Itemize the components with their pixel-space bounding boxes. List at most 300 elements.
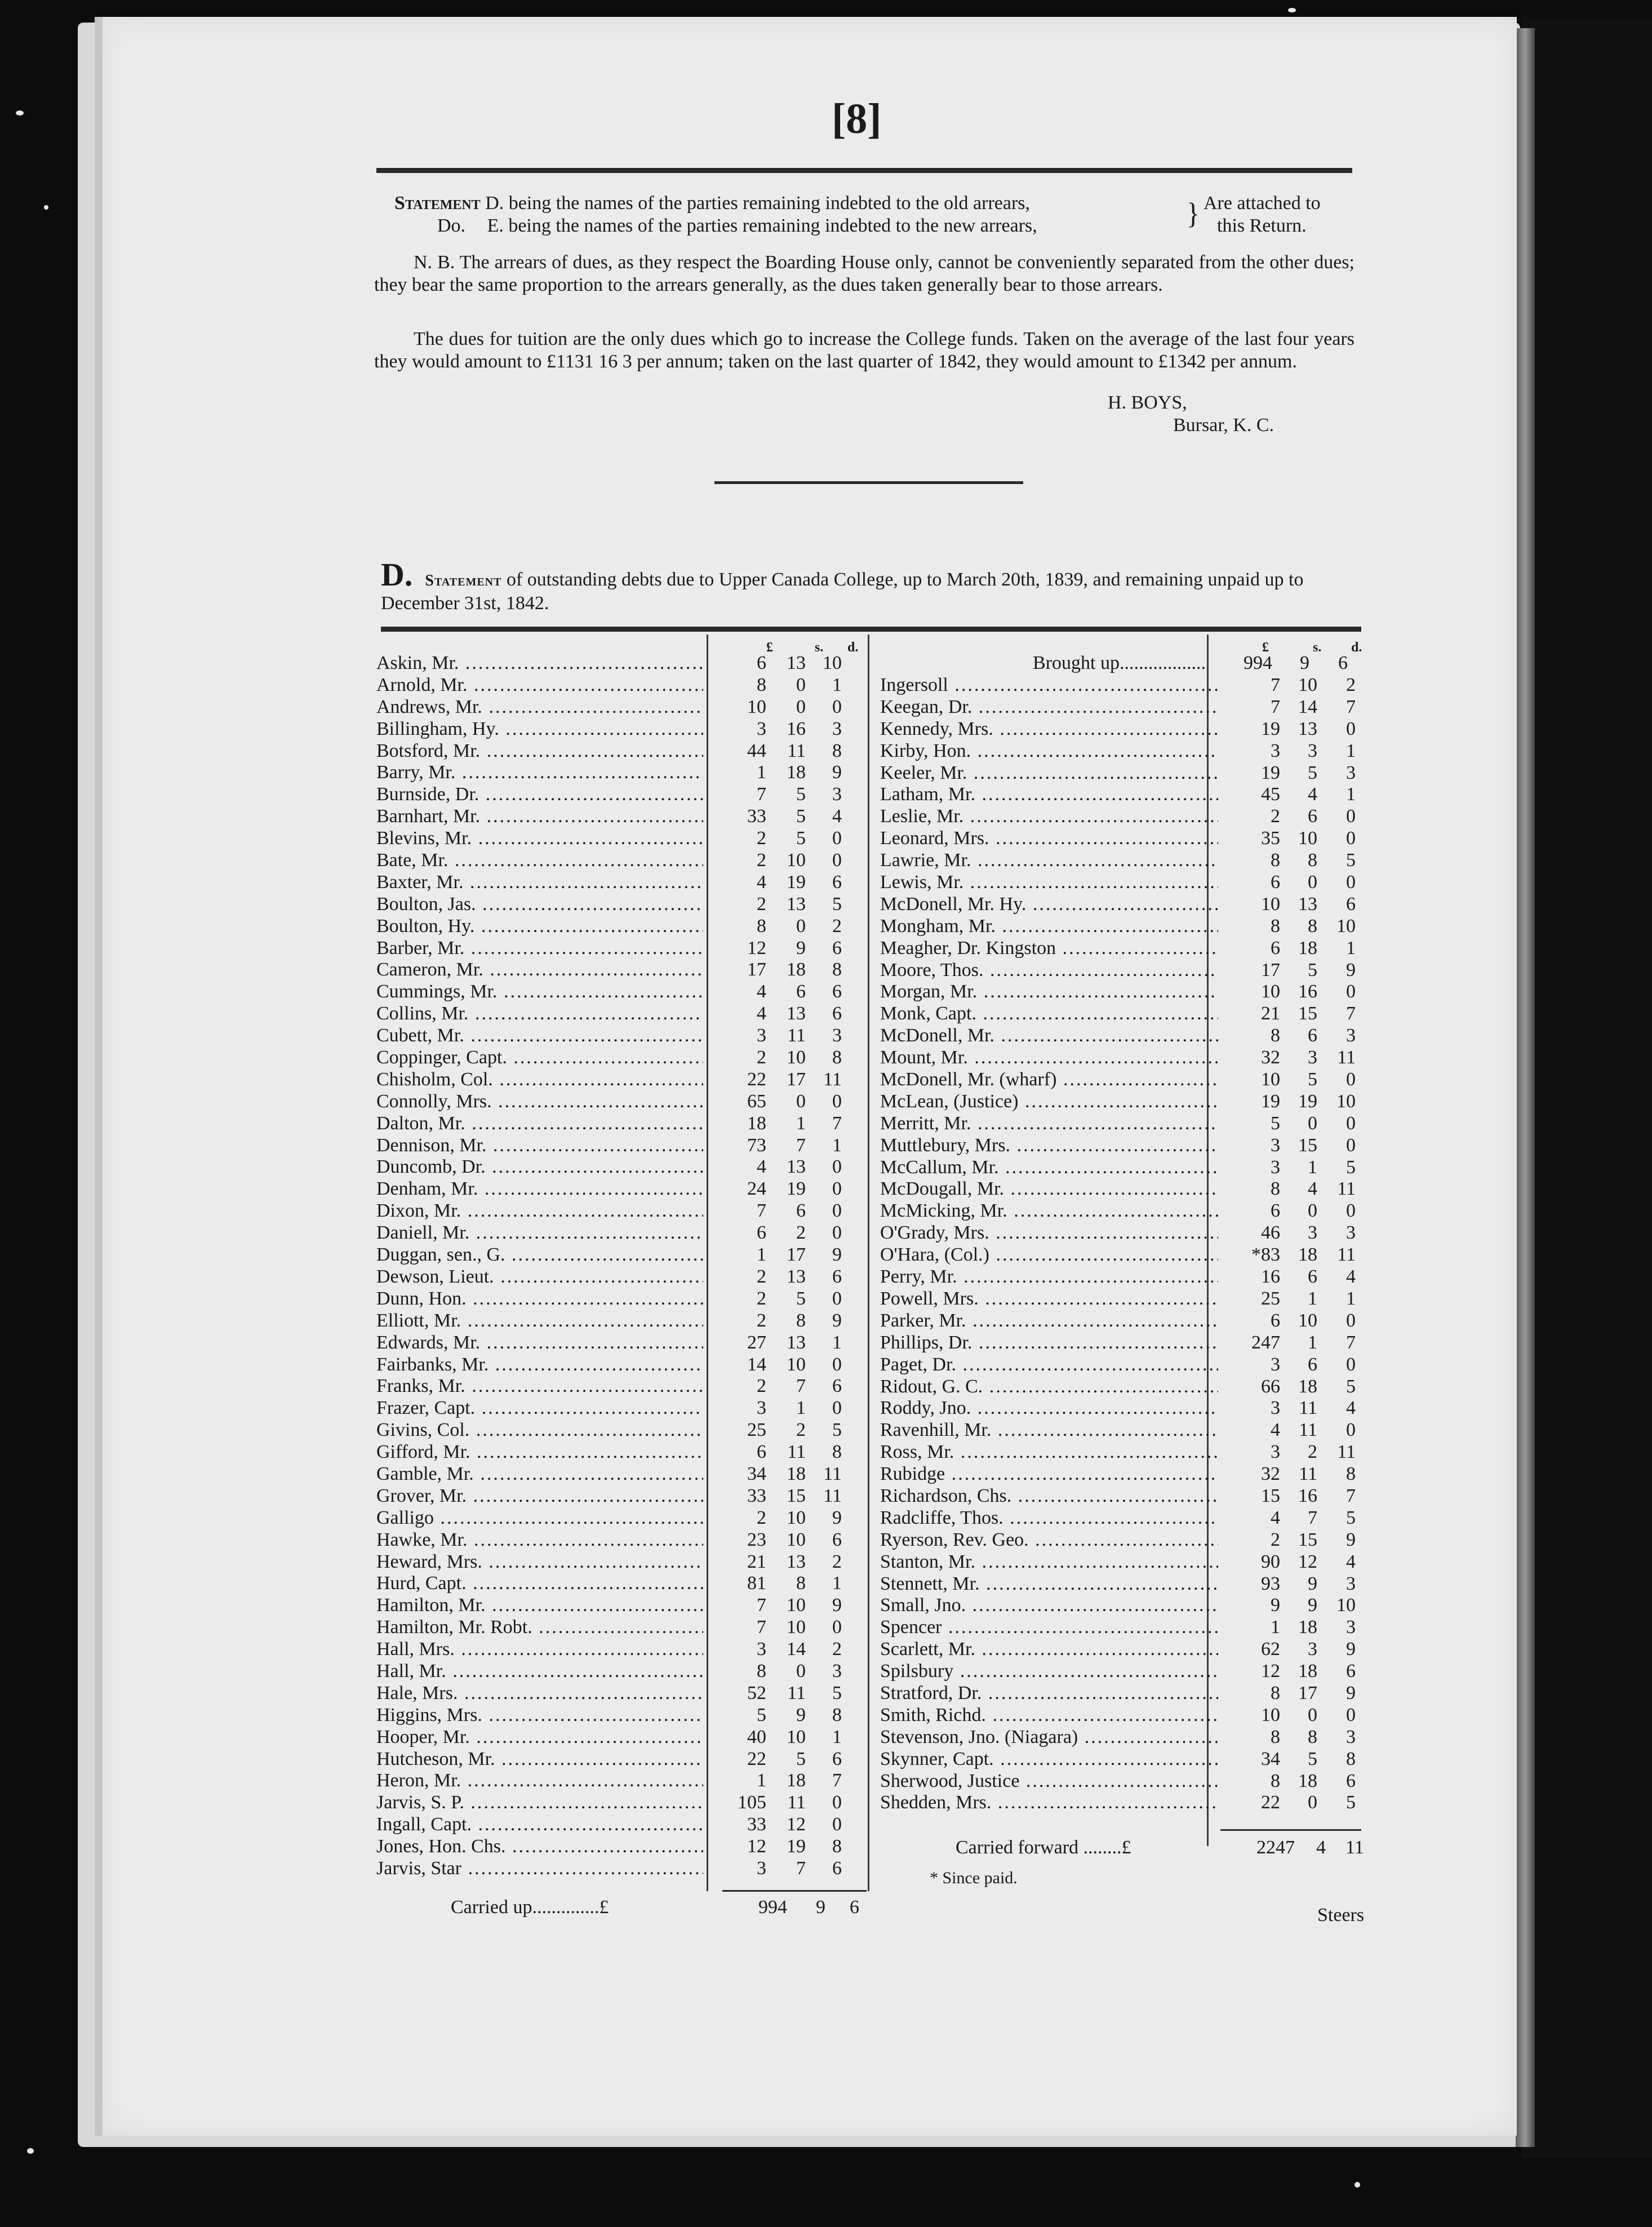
debt-row	[880, 784, 1376, 806]
amount-shillings: 6	[1308, 1025, 1317, 1046]
amount-pence: 8	[1346, 1463, 1356, 1485]
amount-pounds: 10	[1261, 893, 1280, 915]
debt-row	[376, 1113, 862, 1135]
debt-row	[880, 1529, 1376, 1551]
amount-pence: 4	[1346, 1551, 1356, 1572]
debtor-name: Boulton, Hy. .....	[376, 916, 703, 938]
debt-row	[880, 1705, 1376, 1727]
debt-row	[376, 1573, 862, 1595]
amount-pounds: 8	[757, 915, 766, 937]
debtor-name: Denham, Mr. .....	[376, 1178, 703, 1200]
amount-pounds: 22	[747, 1748, 766, 1769]
debt-row	[880, 806, 1376, 828]
amount-shillings: 1	[1308, 1288, 1317, 1309]
right-total-rule	[1220, 1829, 1361, 1831]
amount-pence: 9	[1346, 1529, 1356, 1550]
debtor-name: O'Hara, (Col.) .....	[880, 1244, 1218, 1266]
debtor-name: Hutcheson, Mr. .....	[376, 1749, 703, 1771]
amount-pounds: 81	[747, 1573, 766, 1594]
amount-pounds: 3	[757, 1398, 766, 1419]
carried-forward-label: Carried forward ........£	[956, 1837, 1131, 1858]
debtor-name: Elliott, Mr. .....	[376, 1310, 703, 1332]
debtor-name: Arnold, Mr. .....	[376, 675, 703, 697]
amount-pounds: 6	[1271, 937, 1280, 959]
amount-shillings: 3	[1308, 1047, 1317, 1068]
amount-pounds: 7	[1271, 675, 1280, 695]
amount-pence: 0	[1346, 1419, 1356, 1441]
amount-pounds: 4	[757, 981, 766, 1002]
debt-row	[376, 1529, 862, 1551]
amount-pence: 11	[823, 1485, 842, 1506]
debtor-name: O'Grady, Mrs. .....	[880, 1222, 1218, 1244]
amount-shillings: 4	[1308, 1178, 1317, 1200]
amount-shillings: 5	[796, 784, 806, 805]
amount-pence: 8	[832, 740, 842, 761]
amount-pence: 1	[832, 1573, 842, 1594]
amount-pounds: 2	[757, 828, 766, 849]
debtor-name: Ryerson, Rev. Geo. .....	[880, 1529, 1218, 1551]
amount-pounds: 17	[747, 959, 766, 981]
amount-shillings: 13	[787, 893, 806, 915]
debt-row	[376, 1858, 862, 1880]
amount-shillings: 11	[787, 1025, 806, 1046]
debtor-name: Collins, Mr. .....	[376, 1003, 703, 1025]
amount-pounds: 8	[757, 674, 766, 695]
amount-pounds: 17	[1261, 959, 1280, 981]
amount-pounds: 2	[1271, 806, 1280, 827]
amount-shillings: 0	[1308, 1200, 1317, 1222]
amount-shillings: 11	[1299, 1398, 1317, 1419]
amount-pence: 0	[1346, 1134, 1356, 1156]
amount-shillings: 0	[796, 1090, 806, 1112]
amount-shillings: 0	[1308, 1704, 1317, 1725]
amount-pence: 11	[1337, 1441, 1356, 1463]
debt-row	[376, 1727, 862, 1749]
page-number: [8]	[832, 95, 882, 143]
amount-pounds: 2	[757, 1047, 766, 1068]
amount-shillings: 11	[1299, 1463, 1317, 1485]
debtor-name: Paget, Dr. .....	[880, 1354, 1218, 1376]
debtor-name: McDougall, Mr. .....	[880, 1178, 1218, 1200]
carried-up-pounds: 994	[758, 1897, 787, 1918]
amount-pence: 6	[832, 1748, 842, 1769]
amount-pounds: 73	[747, 1134, 766, 1156]
debtor-name: Barry, Mr. .....	[376, 762, 703, 784]
debtor-name: Keeler, Mr. .....	[880, 762, 1218, 784]
amount-shillings: 18	[1298, 1661, 1317, 1682]
amount-pounds: 1	[757, 1244, 766, 1266]
column-divider	[868, 635, 869, 1891]
amount-pounds: 40	[747, 1726, 766, 1747]
right-header-pounds: £	[1262, 640, 1269, 655]
amount-shillings: 7	[796, 1857, 806, 1879]
amount-pence: 0	[832, 1222, 842, 1244]
debtor-name: McDonell, Mr. .....	[880, 1025, 1218, 1047]
amount-shillings: 5	[1308, 959, 1317, 981]
debt-row	[376, 1595, 862, 1617]
debtor-name: Perry, Mr. .....	[880, 1266, 1218, 1288]
debtor-name: Galligo .....	[376, 1507, 703, 1529]
debtor-name: Ingall, Capt. .....	[376, 1814, 703, 1836]
debt-row	[376, 1661, 862, 1683]
amount-shillings: 10	[787, 1595, 806, 1616]
debt-row	[376, 1069, 862, 1091]
carried-forward-pounds: 2247	[1256, 1837, 1295, 1858]
amount-pence: 3	[832, 784, 842, 805]
amount-pence: 5	[1346, 1156, 1356, 1178]
amount-shillings: 3	[1308, 740, 1317, 761]
amount-shillings: 15	[787, 1485, 806, 1506]
amount-pence: 9	[1346, 959, 1356, 981]
amount-shillings: 8	[1308, 915, 1317, 937]
amount-pounds: 66	[1261, 1376, 1280, 1397]
amount-pounds: 10	[747, 696, 766, 717]
amount-pounds: 4	[1271, 1419, 1280, 1441]
amount-pence: 3	[1346, 1573, 1356, 1594]
debtor-name: Ingersoll .....	[880, 675, 1218, 697]
amount-shillings: 10	[1298, 1310, 1317, 1331]
amount-pence: 0	[1346, 828, 1356, 849]
debt-row	[376, 828, 862, 850]
debt-row	[880, 1332, 1376, 1354]
amount-pounds: 7	[757, 1200, 766, 1222]
amount-pounds: 25	[747, 1419, 766, 1441]
amount-pounds: 93	[1261, 1573, 1280, 1594]
amount-pounds: 4	[1271, 1507, 1280, 1528]
amount-shillings: 19	[787, 1178, 806, 1200]
amount-shillings: 5	[796, 806, 806, 827]
amount-shillings: 15	[1298, 1134, 1317, 1156]
amount-pence: 1	[1346, 740, 1356, 761]
debt-row	[376, 1354, 862, 1376]
amount-pounds: 90	[1261, 1551, 1280, 1572]
debt-row	[376, 1617, 862, 1639]
amount-pence: 0	[832, 1288, 842, 1309]
amount-pounds: 2	[757, 893, 766, 915]
amount-pounds: 2	[757, 1507, 766, 1528]
amount-shillings: 10	[787, 850, 806, 871]
debtor-name: Grover, Mr. .....	[376, 1485, 703, 1507]
amount-pence: 6	[1346, 1770, 1356, 1791]
debt-row	[376, 740, 862, 762]
debt-row	[880, 960, 1376, 982]
debtor-name: Dalton, Mr. .....	[376, 1113, 703, 1135]
debt-row	[880, 1310, 1376, 1332]
amount-pence: 9	[832, 1507, 842, 1528]
table-top-rule	[381, 627, 1361, 632]
catchword: Steers	[1317, 1905, 1365, 1926]
debt-row	[376, 653, 862, 675]
debtor-name: Cummings, Mr. .....	[376, 981, 703, 1003]
debtor-name: Dunn, Hon. .....	[376, 1288, 703, 1310]
debt-row	[880, 1617, 1376, 1639]
debt-row	[880, 1178, 1376, 1200]
amount-pounds: 12	[1261, 1661, 1280, 1682]
amount-pounds: 2	[757, 1376, 766, 1397]
debtor-name: Ross, Mr. .....	[880, 1441, 1218, 1463]
debtor-name: Latham, Mr. .....	[880, 784, 1218, 806]
amount-pence: 8	[832, 959, 842, 981]
amount-pounds: 22	[1261, 1792, 1280, 1813]
debt-row	[880, 1727, 1376, 1749]
debt-row	[880, 1266, 1376, 1288]
amount-pounds: 8	[1271, 1770, 1280, 1791]
amount-shillings: 6	[1308, 1266, 1317, 1288]
amount-shillings: 13	[787, 1551, 806, 1572]
amount-pounds: 33	[747, 1485, 766, 1506]
debt-row	[880, 1398, 1376, 1419]
debtor-name: Boulton, Jas. .....	[376, 894, 703, 916]
debt-row	[880, 1354, 1376, 1376]
amount-pounds: 4	[757, 871, 766, 893]
amount-pence: 7	[1346, 1485, 1356, 1506]
debt-row	[376, 959, 862, 981]
amount-pence: 3	[832, 718, 842, 739]
debtor-name: Duncomb, Dr. .....	[376, 1156, 703, 1178]
debt-row	[376, 1091, 862, 1113]
debt-row	[880, 1595, 1376, 1617]
amount-shillings: 8	[796, 1573, 806, 1594]
amount-pence: 9	[832, 762, 842, 783]
brace: }	[1187, 197, 1200, 230]
amount-pence: 9	[832, 1244, 842, 1266]
amount-pence: 7	[832, 1770, 842, 1791]
debt-row	[376, 1332, 862, 1354]
amount-shillings: 5	[1308, 762, 1317, 783]
amount-shillings: 19	[1298, 1090, 1317, 1112]
amount-pounds: 8	[1271, 850, 1280, 871]
debtor-name: Askin, Mr. .....	[376, 653, 703, 675]
amount-pence: 5	[832, 1682, 842, 1703]
amount-shillings: 8	[1308, 1726, 1317, 1747]
attached-note-2: this Return.	[1217, 215, 1307, 236]
signer-name: H. BOYS,	[1108, 392, 1187, 413]
amount-shillings: 5	[796, 828, 806, 849]
amount-shillings: 7	[796, 1376, 806, 1397]
debtor-name: Stennett, Mr. .....	[880, 1573, 1218, 1595]
amount-shillings: 8	[796, 1310, 806, 1331]
amount-shillings: 0	[796, 696, 806, 717]
amount-shillings: 10	[787, 1047, 806, 1068]
debt-row	[880, 1157, 1376, 1179]
amount-pounds: 105	[738, 1792, 766, 1813]
debt-row	[880, 1244, 1376, 1266]
amount-pence: 0	[832, 1354, 842, 1375]
debt-row	[376, 718, 862, 740]
debt-row	[376, 1792, 862, 1814]
debt-row	[376, 1310, 862, 1332]
amount-pounds: 3	[757, 1857, 766, 1879]
amount-pounds: 16	[1261, 1266, 1280, 1288]
amount-pence: 0	[832, 1156, 842, 1178]
amount-pence: 6	[832, 1529, 842, 1550]
debt-row	[880, 1091, 1376, 1113]
debt-row	[376, 1836, 862, 1858]
amount-pence: 0	[832, 696, 842, 717]
amount-pounds: 3	[757, 1639, 766, 1660]
signer-title: Bursar, K. C.	[1173, 415, 1274, 436]
amount-shillings: 12	[787, 1814, 806, 1835]
amount-pence: 0	[1346, 1310, 1356, 1331]
debtor-name: Baxter, Mr. .....	[376, 872, 703, 894]
amount-shillings: 14	[1298, 696, 1317, 717]
left-header-pence: d.	[847, 640, 859, 655]
amount-pence: 0	[1346, 1069, 1356, 1090]
debtor-name: Coppinger, Capt. .....	[376, 1047, 703, 1069]
amount-shillings: 9	[1308, 1595, 1317, 1616]
amount-pounds: 8	[757, 1660, 766, 1682]
debt-row	[880, 872, 1376, 894]
amount-pence: 7	[1346, 1332, 1356, 1353]
debt-row	[880, 1683, 1376, 1705]
debt-row	[376, 1178, 862, 1200]
amount-pence: 6	[1346, 1661, 1356, 1682]
left-debt-list	[376, 653, 862, 1880]
amount-pence: 8	[832, 1441, 842, 1463]
amount-pounds: 8	[1271, 915, 1280, 937]
debt-row	[880, 828, 1376, 850]
amount-pounds: 2	[757, 850, 766, 871]
debtor-name: Shedden, Mrs. .....	[880, 1792, 1218, 1814]
amount-pounds: 1	[757, 762, 766, 783]
debtor-name: Muttlebury, Mrs. .....	[880, 1135, 1218, 1157]
amount-pounds: 34	[747, 1463, 766, 1484]
amount-pounds: 10	[1261, 1069, 1280, 1090]
debtor-name: Connolly, Mrs. .....	[376, 1091, 703, 1113]
amount-shillings: 1	[1308, 1332, 1317, 1353]
amount-shillings: 2	[796, 1222, 806, 1244]
debt-row	[880, 1135, 1376, 1157]
amount-pence: 2	[832, 1551, 842, 1572]
amount-shillings: 9	[796, 937, 806, 959]
debt-row	[880, 1771, 1376, 1793]
amount-pounds: 7	[1271, 696, 1280, 717]
debt-row	[376, 1288, 862, 1310]
debtor-name: McDonell, Mr. Hy. .....	[880, 894, 1218, 916]
scan-speck	[1288, 8, 1296, 12]
amount-shillings: 10	[787, 1354, 806, 1375]
amount-pence: 6	[832, 981, 842, 1002]
amount-pence: 0	[1346, 718, 1356, 739]
debtor-name: Burnside, Dr. .....	[376, 784, 703, 806]
amount-pounds: 1	[1271, 1617, 1280, 1638]
amount-pounds: 21	[747, 1551, 766, 1572]
amount-pence: 9	[832, 1310, 842, 1331]
amount-pounds: 7	[757, 1617, 766, 1638]
debtor-name: Roddy, Jno. .....	[880, 1398, 1218, 1419]
amount-pence: 0	[832, 1617, 842, 1638]
facing-page-shadow	[1521, 17, 1652, 2158]
debt-row	[376, 1266, 862, 1288]
amount-pounds: 19	[1261, 762, 1280, 783]
amount-shillings: 13	[787, 1156, 806, 1178]
amount-pounds: 44	[747, 740, 766, 761]
amount-shillings: 13	[787, 1266, 806, 1287]
debtor-name: Parker, Mr. .....	[880, 1310, 1218, 1332]
debt-row	[880, 1485, 1376, 1507]
debt-row	[880, 1749, 1376, 1771]
debt-row	[376, 1683, 862, 1705]
amount-pence: 0	[1346, 981, 1356, 1002]
amount-pounds: 35	[1261, 828, 1280, 849]
amount-pence: 11	[823, 1463, 842, 1484]
amount-shillings: 11	[787, 1792, 806, 1813]
amount-pence: 0	[1346, 1704, 1356, 1725]
debtor-name: Givins, Col. .....	[376, 1419, 703, 1441]
amount-pounds: 4	[757, 1156, 766, 1178]
debtor-name: Hamilton, Mr. Robt. .....	[376, 1617, 703, 1639]
amount-shillings: 9	[796, 1704, 806, 1725]
debtor-name: Kennedy, Mrs. .....	[880, 718, 1218, 740]
amount-pounds: 8	[1271, 1025, 1280, 1046]
debt-row	[376, 1376, 862, 1398]
amount-pounds: 32	[1261, 1047, 1280, 1068]
debtor-name: Spilsbury .....	[880, 1661, 1218, 1683]
amount-pounds: 5	[757, 1704, 766, 1725]
debtor-name: McLean, (Justice) .....	[880, 1091, 1218, 1113]
debtor-name: Daniell, Mr. .....	[376, 1222, 703, 1244]
debt-row	[376, 1047, 862, 1069]
amount-pence: 1	[832, 674, 842, 695]
debt-row	[880, 1661, 1376, 1683]
debtor-name: Heward, Mrs. .....	[376, 1551, 703, 1573]
amount-shillings: 18	[787, 959, 806, 981]
debt-row	[376, 1135, 862, 1157]
debt-row	[376, 1507, 862, 1529]
debt-row	[376, 1244, 862, 1266]
amount-pounds: 6	[1271, 1310, 1280, 1331]
amount-pounds: 12	[747, 1836, 766, 1857]
debt-row	[880, 981, 1376, 1003]
amount-pence: 5	[1346, 850, 1356, 871]
debtor-name: Higgins, Mrs. .....	[376, 1705, 703, 1727]
amount-pence: 0	[832, 828, 842, 849]
amount-shillings: 0	[796, 915, 806, 937]
debtor-name: McCallum, Mr. .....	[880, 1157, 1218, 1179]
carried-up-pence: 6	[850, 1897, 859, 1918]
debt-row	[880, 1288, 1376, 1310]
amount-pounds: 3	[1271, 1398, 1280, 1419]
amount-shillings: 1	[796, 1112, 806, 1134]
amount-pence: 0	[1346, 1112, 1356, 1134]
debt-row	[880, 697, 1376, 718]
brought-up-row: Brought up.................. 994 9 6	[1033, 653, 1348, 673]
amount-pounds: 2	[757, 1288, 766, 1309]
debtor-name: Edwards, Mr. .....	[376, 1332, 703, 1354]
debtor-name: Dewson, Lieut. .....	[376, 1266, 703, 1288]
debtor-name: Gifford, Mr. .....	[376, 1441, 703, 1463]
amount-shillings: 13	[1298, 893, 1317, 915]
amount-pounds: 22	[747, 1068, 766, 1090]
debtor-name: Monk, Capt. .....	[880, 1003, 1218, 1025]
amount-pence: 11	[1337, 1047, 1356, 1068]
amount-pence: 5	[1346, 1507, 1356, 1528]
amount-shillings: 18	[1298, 1617, 1317, 1638]
amount-pence: 6	[832, 1266, 842, 1287]
amount-pounds: 3	[1271, 1441, 1280, 1463]
debtor-name: Stratford, Dr. .....	[880, 1683, 1218, 1705]
amount-shillings: 18	[787, 1770, 806, 1791]
debt-row	[880, 1025, 1376, 1047]
debt-row	[376, 872, 862, 894]
right-header-pence: d.	[1351, 640, 1362, 655]
facing-page-edge	[1516, 28, 1535, 2147]
debtor-name: Keegan, Dr. .....	[880, 697, 1218, 718]
amount-pounds: 18	[747, 1112, 766, 1134]
amount-pence: 6	[832, 1003, 842, 1024]
amount-pounds: 9	[1271, 1595, 1280, 1616]
amount-pence: 2	[832, 1639, 842, 1660]
